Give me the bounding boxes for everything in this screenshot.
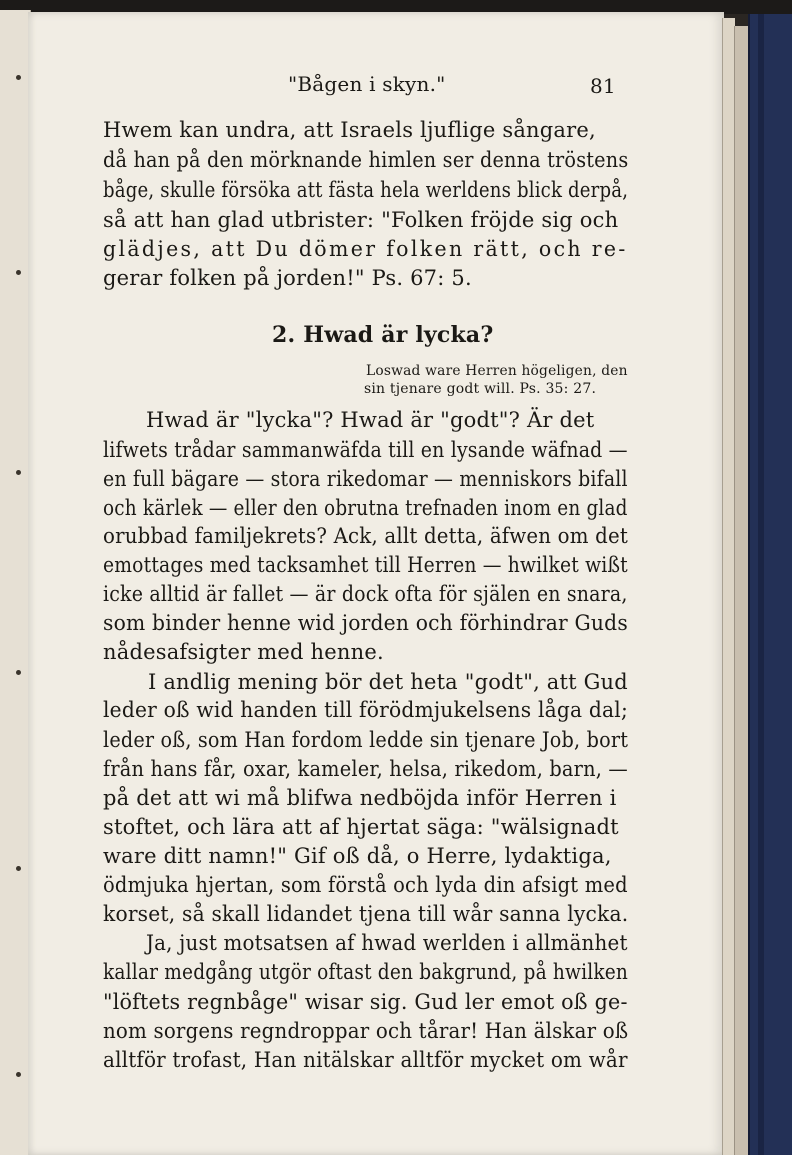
text-line: då han på den mörknande himlen ser denna tröstens (103, 148, 629, 172)
binding-hole (16, 75, 21, 80)
epigraph-line: sin tjenare godt will. Ps. 35: 27. (364, 381, 597, 397)
binding-hole (16, 670, 21, 675)
text-line: korset, så skall lidandet tjena till wår sanna lycka. (103, 902, 629, 926)
text-line: nom sorgens regndroppar och tårar! Han älskar oß (103, 1019, 629, 1043)
text-line: leder oß, som Han fordom ledde sin tjenare Job, bort (103, 728, 629, 752)
text-line: glädjes, att Du dömer folken rätt, och re- (103, 237, 628, 261)
text-line: båge, skulle försöka att fästa hela werldens blick derpå, (103, 178, 629, 202)
text-line: Hwad är "lycka"? Hwad är "godt"? Är det (146, 408, 595, 432)
text-line: I andlig mening bör det heta "godt", att Gud (148, 670, 628, 694)
page-number: 81 (590, 74, 616, 98)
text-line: nådesafsigter med henne. (103, 640, 384, 664)
binding-hole (16, 270, 21, 275)
text-line: emottages med tacksamhet till Herren — hwilket wißt (103, 553, 628, 577)
text-line: en full bägare — stora rikedomar — menniskors bifall (103, 467, 628, 491)
book-cover-stripe (758, 14, 764, 1155)
binding-hole (16, 1072, 21, 1077)
binding-hole (16, 470, 21, 475)
text-line: alltför trofast, Han nitälskar alltför mycket om wår (103, 1048, 628, 1072)
text-line: från hans får, oxar, kameler, helsa, rikedom, barn, — (103, 757, 628, 781)
text-line: Hwem kan undra, att Israels ljuflige sångare, (103, 118, 596, 142)
text-line: och kärlek — eller den obrutna trefnaden inom en glad (103, 496, 628, 520)
text-line: "löftets regnbåge" wisar sig. Gud ler emot oß ge- (103, 990, 628, 1014)
text-line: icke alltid är fallet — är dock ofta för själen en snara, (103, 582, 628, 606)
text-line: stoftet, och lära att af hjertat säga: "wälsignadt (103, 815, 619, 839)
text-line: leder oß wid handen till förödmjukelsens låga dal; (103, 698, 628, 722)
text-line: så att han glad utbrister: "Folken fröjde sig och (103, 208, 619, 232)
epigraph-line: Loswad ware Herren högeligen, den (366, 363, 628, 379)
page-stack-edge-back (734, 26, 749, 1155)
book-cover (748, 14, 792, 1155)
text-line: lifwets trådar sammanwäfda till en lysande wäfnad — (103, 438, 628, 462)
text-line: kallar medgång utgör oftast den bakgrund, på hwilken (103, 960, 629, 984)
text-line: orubbad familjekrets? Ack, allt detta, äfwen om det (103, 524, 629, 548)
binding-hole (16, 866, 21, 871)
text-line: på det att wi må blifwa nedböjda inför Herren i (103, 786, 617, 810)
text-line: ware ditt namn!" Gif oß då, o Herre, lydaktiga, (103, 844, 612, 868)
left-page-edge (0, 10, 31, 1155)
text-line: Ja, just motsatsen af hwad werlden i allmänhet (146, 931, 628, 955)
text-line: som binder henne wid jorden och förhindrar Guds (103, 611, 628, 635)
text-line: ödmjuka hjertan, som förstå och lyda din afsigt med (103, 873, 628, 897)
running-header: "Bågen i skyn." (288, 72, 446, 96)
text-line: gerar folken på jorden!" Ps. 67: 5. (103, 266, 472, 290)
section-heading: 2. Hwad är lycka? (272, 322, 494, 348)
